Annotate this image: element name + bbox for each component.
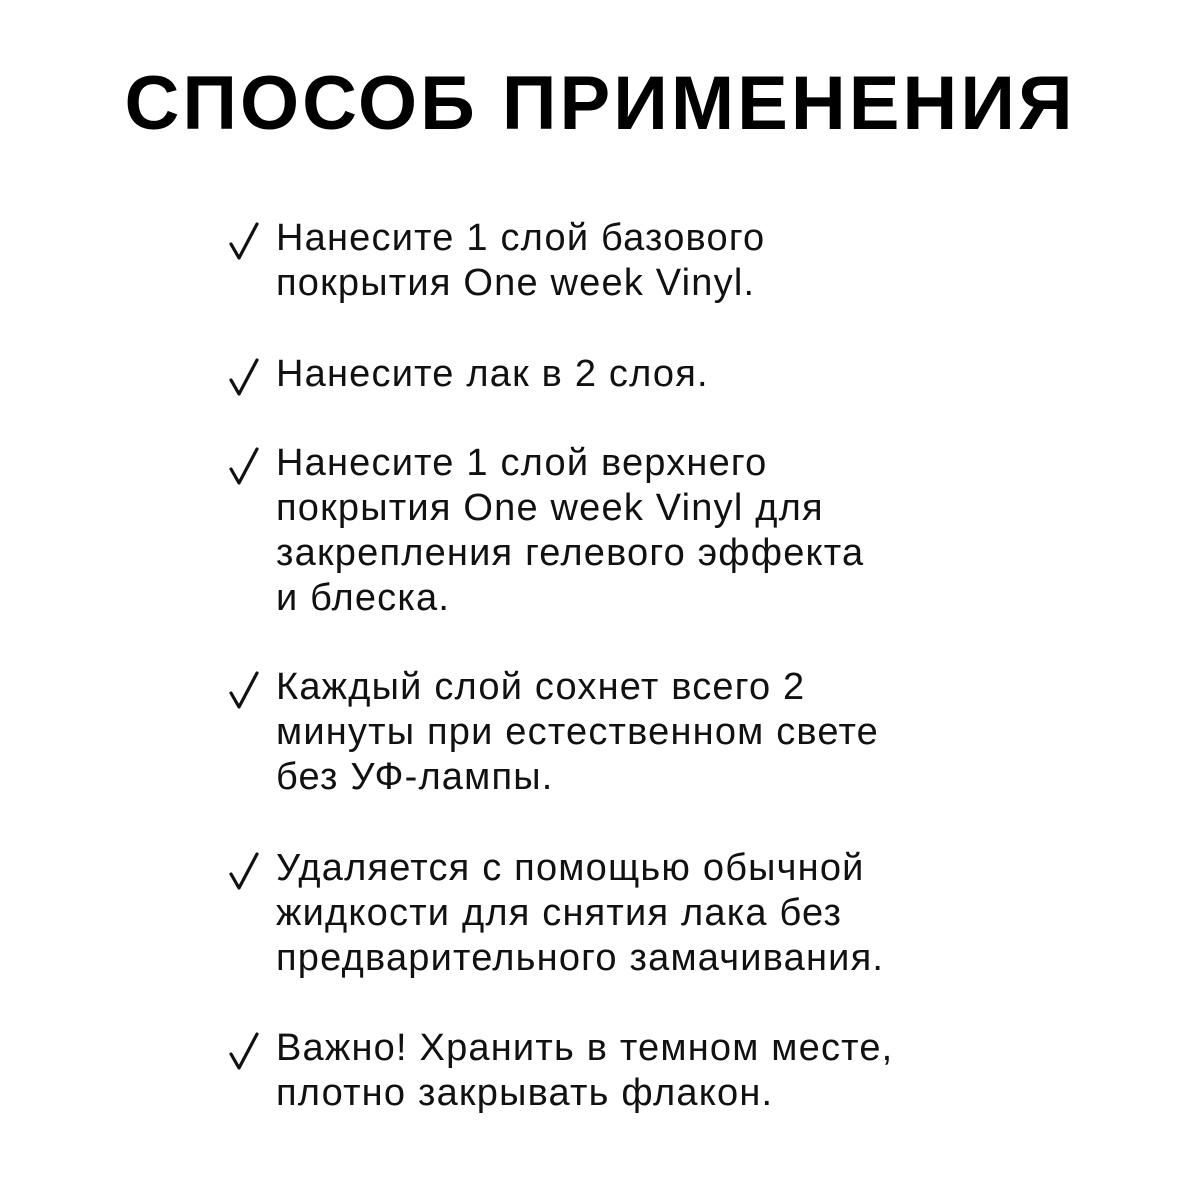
- checkmark-icon: [228, 667, 260, 711]
- list-item: [228, 846, 884, 981]
- checkmark-icon: [228, 1028, 260, 1072]
- checkmark-icon: [228, 354, 260, 398]
- step-text: Нанесите 1 слой верхнего покрытия One week Vinyl для закрепления гелевого эффекта и блеска.: [276, 442, 865, 619]
- checkmark-icon: [228, 218, 260, 262]
- list-item: [228, 216, 765, 306]
- step-text: Каждый слой сохнет всего 2 минуты при естественном свете без УФ-лампы.: [276, 666, 879, 798]
- step-text: Нанесите лак в 2 слоя.: [276, 353, 709, 395]
- checkmark-icon: [228, 443, 260, 487]
- list-item: [228, 665, 879, 800]
- step-text: Нанесите 1 слой базового покрытия One week Vinyl.: [276, 217, 766, 304]
- step-text: Важно! Хранить в темном месте, плотно закрывать флакон.: [276, 1027, 894, 1114]
- list-item: [228, 352, 709, 397]
- list-item: [228, 441, 864, 621]
- page-title: СПОСОБ ПРИМЕНЕНИЯ: [124, 61, 1076, 146]
- checkmark-icon: [228, 848, 260, 892]
- step-text: Удаляется с помощью обычной жидкости для снятия лака без предварительного замачивания.: [276, 847, 885, 979]
- list-item: [228, 1026, 893, 1116]
